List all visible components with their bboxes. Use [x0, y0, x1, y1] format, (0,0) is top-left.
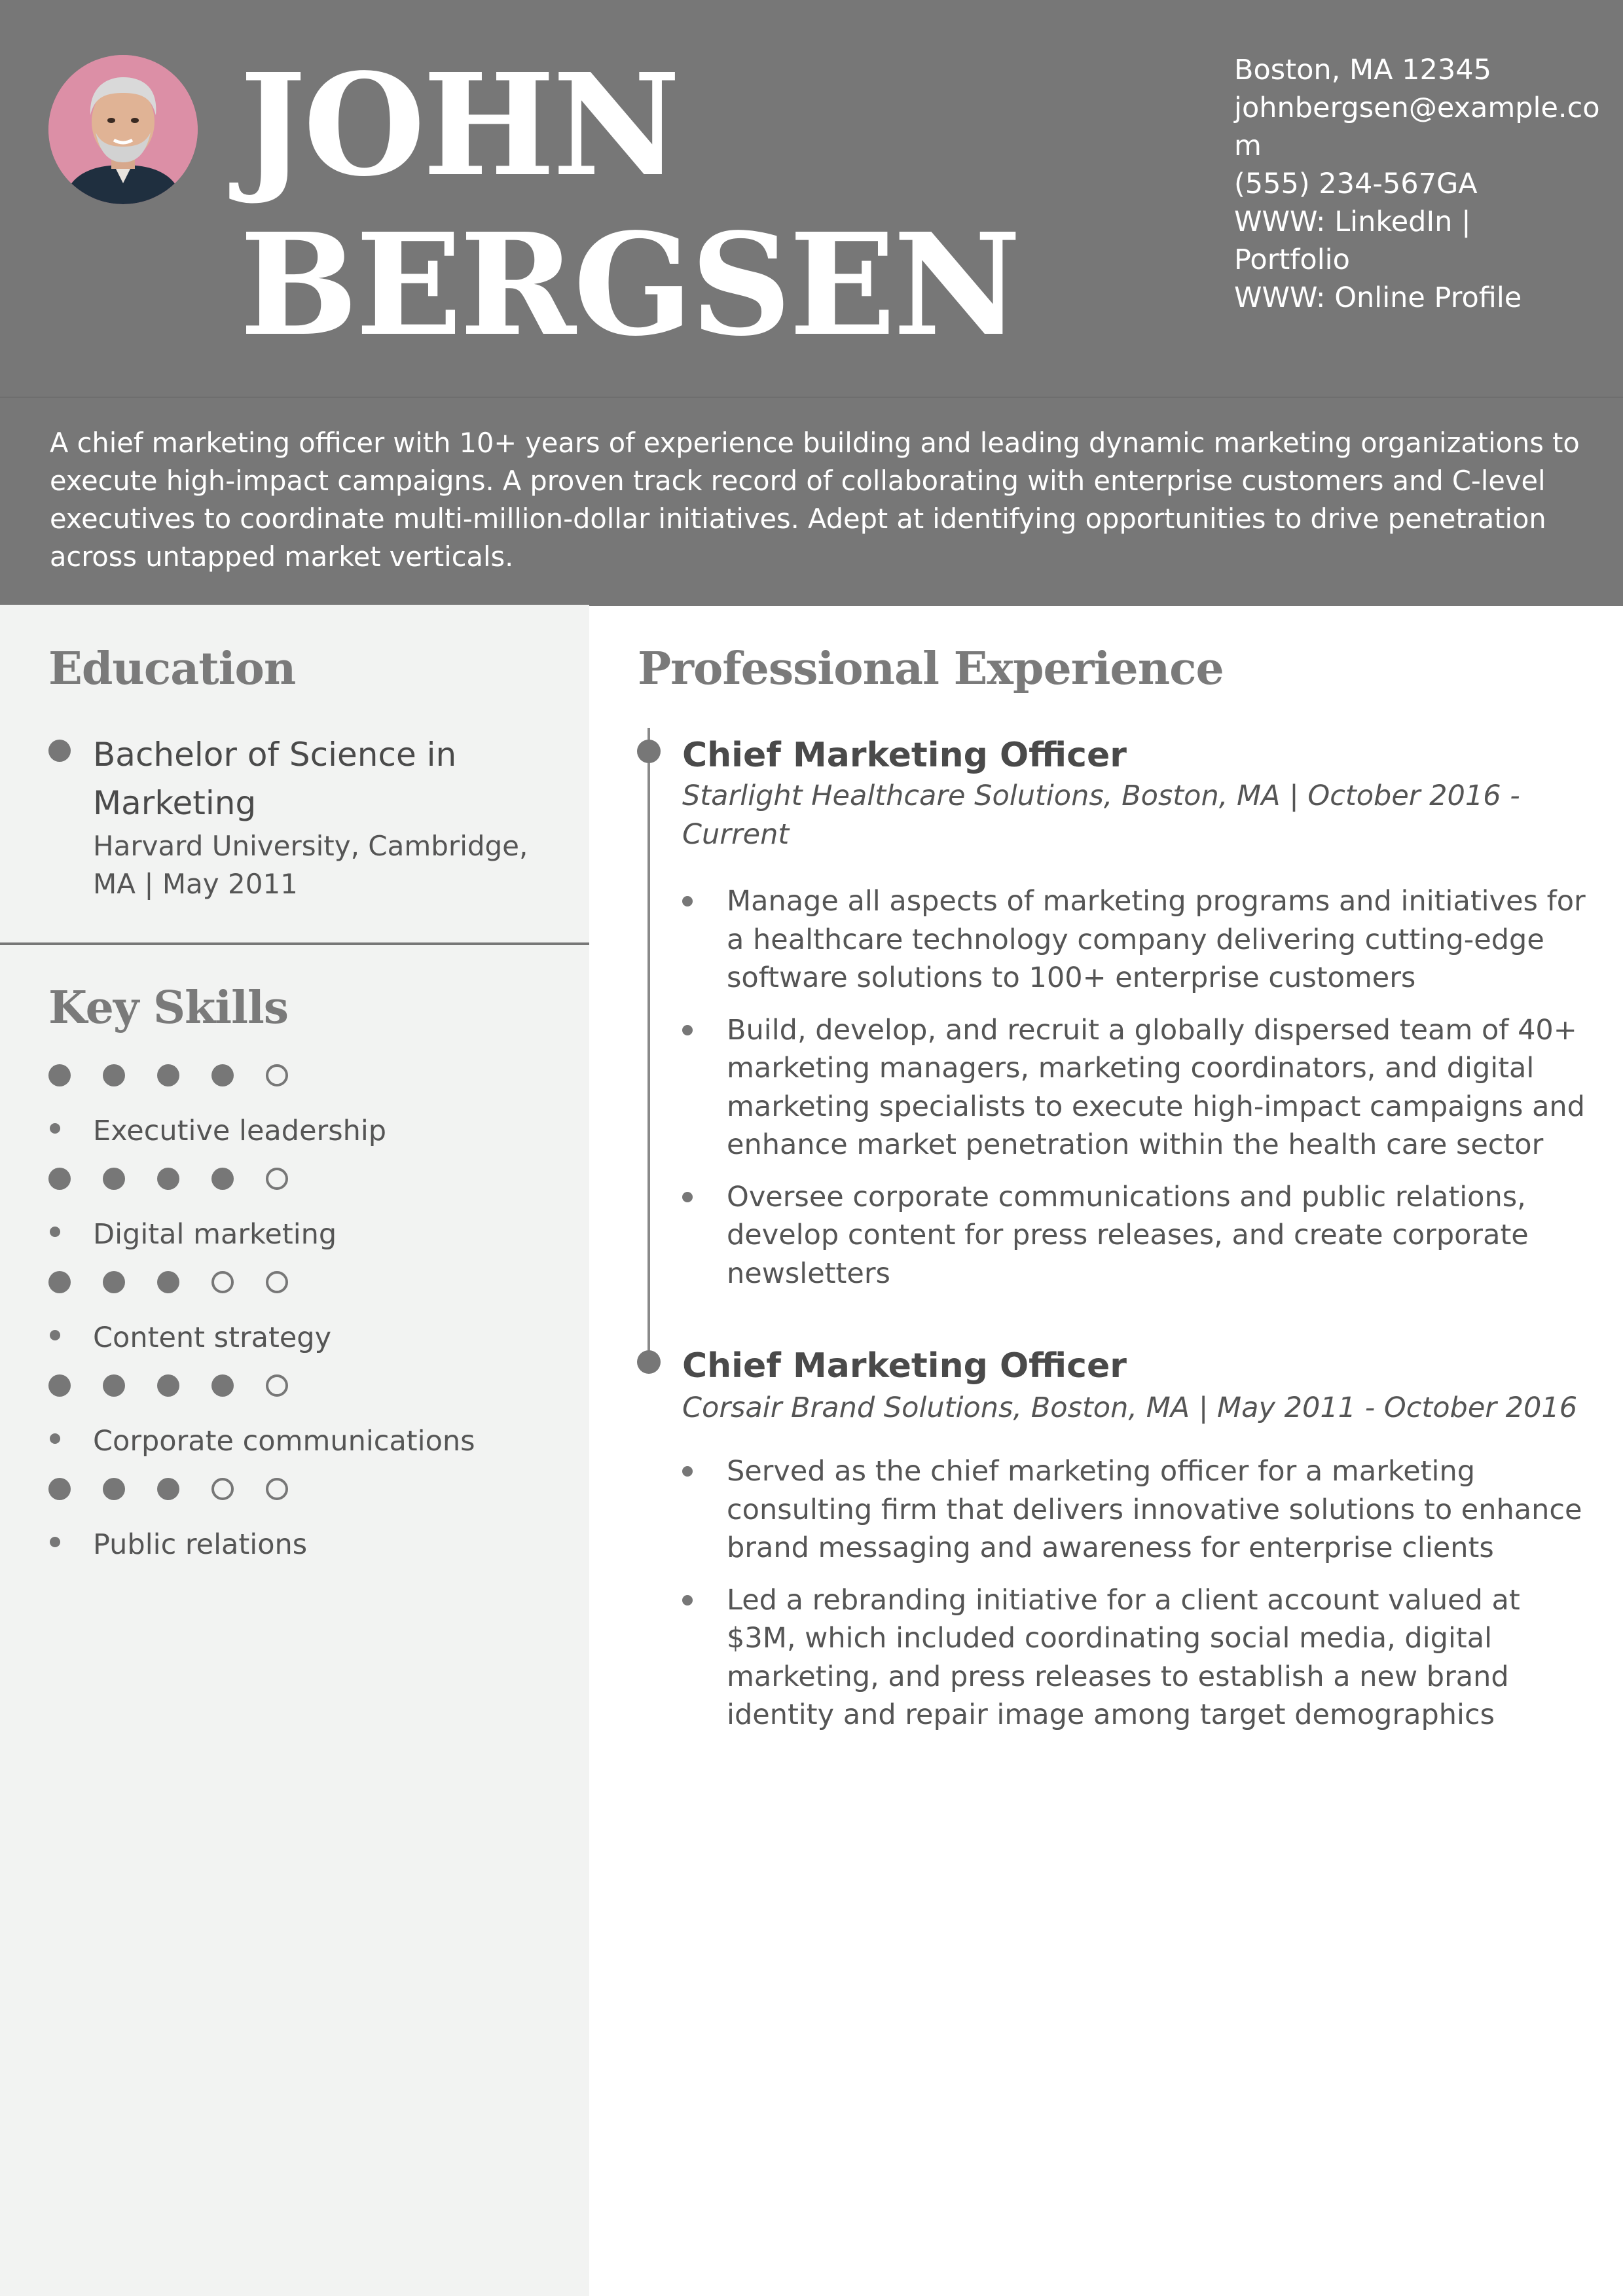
- rating-dot-empty-icon: [211, 1478, 234, 1500]
- skill-row: [48, 1525, 546, 1564]
- skill-rating: [48, 1374, 546, 1397]
- bullet-icon: [50, 1330, 60, 1340]
- bullet-text: Build, develop, and recruit a globally dispersed team of 40+ marketing managers, marketing coordinators, and digital marketing specialists to execute high-impact campaigns and enhance market penetration within the health care sector: [727, 1013, 1585, 1161]
- rating-dot-filled-icon: [211, 1168, 234, 1190]
- professional-summary: A chief marketing officer with 10+ years of experience building and leading dynamic marketing organizations to execute high-impact campaigns. A proven track record of collaborating with enterprise customers and C-level executives to coordinate multi-million-dollar initiatives. Adept at identifying opportunities to drive penetration across untapped market verticals.: [50, 427, 1580, 573]
- job-company: Starlight Healthcare Solutions: [682, 780, 1104, 812]
- rating-dot-filled-icon: [48, 1271, 71, 1293]
- bullet-icon: [682, 1192, 693, 1202]
- skill-name: Digital marketing: [93, 1218, 337, 1251]
- bullet-text: Oversee corporate communications and public relations, develop content for press releases, and create corporate newsletters: [727, 1180, 1529, 1290]
- skill-row: [48, 1215, 546, 1254]
- bullet-text: Led a rebranding initiative for a client account valued at $3M, which included coordinating social media, digital marketing, and press releases to establish a new brand identity and repair image among target demographics: [727, 1583, 1520, 1731]
- bullet-icon: [682, 1595, 693, 1605]
- contact-web-link-1[interactable]: WWW: LinkedIn | Portfolio: [1234, 206, 1471, 276]
- skill-item: [48, 1168, 546, 1254]
- skill-name: Executive leadership: [93, 1115, 387, 1147]
- name-last: BERGSEN: [240, 203, 1019, 367]
- bullet-icon: [50, 1227, 60, 1237]
- rating-dot-filled-icon: [48, 1478, 71, 1500]
- job-details: , Boston, MA | October 2016 - Current: [682, 780, 1520, 851]
- bullet-text: Served as the chief marketing officer for a marketing consulting firm that delivers innovative solutions to enhance brand messaging and awareness for enterprise clients: [727, 1455, 1582, 1564]
- job-bullets: [682, 1452, 1586, 1748]
- job-bullets: [682, 882, 1586, 1306]
- skill-item: [48, 1064, 546, 1151]
- skill-row: [48, 1422, 546, 1461]
- rating-dot-filled-icon: [157, 1478, 179, 1500]
- section-divider: [0, 942, 589, 945]
- list-item: [682, 882, 1586, 997]
- bullet-icon: [50, 1123, 60, 1134]
- skill-rating: [48, 1064, 546, 1086]
- rating-dot-filled-icon: [211, 1064, 234, 1086]
- rating-dot-filled-icon: [157, 1374, 179, 1397]
- skill-rating: [48, 1168, 546, 1190]
- list-item: [682, 1011, 1586, 1164]
- rating-dot-filled-icon: [211, 1374, 234, 1397]
- rating-dot-empty-icon: [211, 1271, 234, 1293]
- rating-dot-filled-icon: [48, 1374, 71, 1397]
- skill-row: [48, 1318, 546, 1357]
- education-degree: Bachelor of Science in Marketing: [93, 736, 457, 822]
- list-item: [682, 1178, 1586, 1293]
- rating-dot-filled-icon: [103, 1374, 125, 1397]
- skill-item: [48, 1271, 546, 1357]
- rating-dot-empty-icon: [266, 1478, 288, 1500]
- bullet-icon: [48, 740, 71, 762]
- rating-dot-empty-icon: [266, 1064, 288, 1086]
- rating-dot-empty-icon: [266, 1168, 288, 1190]
- rating-dot-filled-icon: [157, 1168, 179, 1190]
- header-band: [0, 0, 1623, 397]
- candidate-name: [240, 43, 1019, 367]
- education-school: Harvard University, Cambridge, MA | May 2011: [93, 830, 528, 900]
- rating-dot-filled-icon: [48, 1168, 71, 1190]
- skill-name: Corporate communications: [93, 1425, 475, 1458]
- job-details: , Boston, MA | May 2011 - October 2016: [1013, 1391, 1578, 1424]
- contact-phone: (555) 234-567GA: [1234, 168, 1478, 200]
- bullet-icon: [682, 1466, 693, 1477]
- job-title: Chief Marketing Officer: [682, 1346, 1127, 1386]
- contact-email[interactable]: johnbergsen@example.com: [1234, 92, 1600, 162]
- profile-photo: [48, 55, 198, 204]
- timeline-line: [647, 728, 650, 1351]
- skill-name: Public relations: [93, 1528, 308, 1561]
- bullet-icon: [50, 1433, 60, 1444]
- rating-dot-filled-icon: [157, 1271, 179, 1293]
- rating-dot-empty-icon: [266, 1374, 288, 1397]
- skill-item: [48, 1478, 546, 1564]
- rating-dot-filled-icon: [157, 1064, 179, 1086]
- experience-heading: Professional Experience: [638, 643, 1224, 695]
- bullet-icon: [682, 1025, 693, 1035]
- skill-rating: [48, 1478, 546, 1500]
- skills-heading: Key Skills: [48, 982, 289, 1034]
- rating-dot-filled-icon: [103, 1064, 125, 1086]
- summary-band: [0, 397, 1623, 606]
- rating-dot-filled-icon: [103, 1478, 125, 1500]
- bullet-icon: [50, 1537, 60, 1547]
- job-company: Corsair Brand Solutions: [682, 1391, 1013, 1424]
- contact-web-link-2[interactable]: WWW: Online Profile: [1234, 281, 1522, 314]
- job-meta: [682, 1389, 1586, 1427]
- list-item: [682, 1452, 1586, 1568]
- name-first: JOHN: [240, 43, 678, 207]
- list-item: [682, 1581, 1586, 1734]
- portrait-image: [48, 55, 198, 204]
- bullet-icon: [682, 896, 693, 906]
- job-title: Chief Marketing Officer: [682, 736, 1127, 775]
- timeline-dot-icon: [637, 740, 661, 763]
- timeline-dot-icon: [637, 1350, 661, 1374]
- contact-address: Boston, MA 12345: [1234, 54, 1491, 86]
- skill-row: [48, 1111, 546, 1151]
- job-meta: [682, 777, 1559, 854]
- rating-dot-filled-icon: [103, 1168, 125, 1190]
- skill-name: Content strategy: [93, 1321, 332, 1354]
- bullet-text: Manage all aspects of marketing programs and initiatives for a healthcare technology company delivering cutting-edge software solutions to 100+ enterprise customers: [727, 885, 1586, 994]
- contact-info: [1234, 51, 1601, 317]
- rating-dot-filled-icon: [103, 1271, 125, 1293]
- skill-item: [48, 1374, 546, 1461]
- rating-dot-filled-icon: [48, 1064, 71, 1086]
- rating-dot-empty-icon: [266, 1271, 288, 1293]
- education-heading: Education: [48, 643, 296, 695]
- skill-rating: [48, 1271, 546, 1293]
